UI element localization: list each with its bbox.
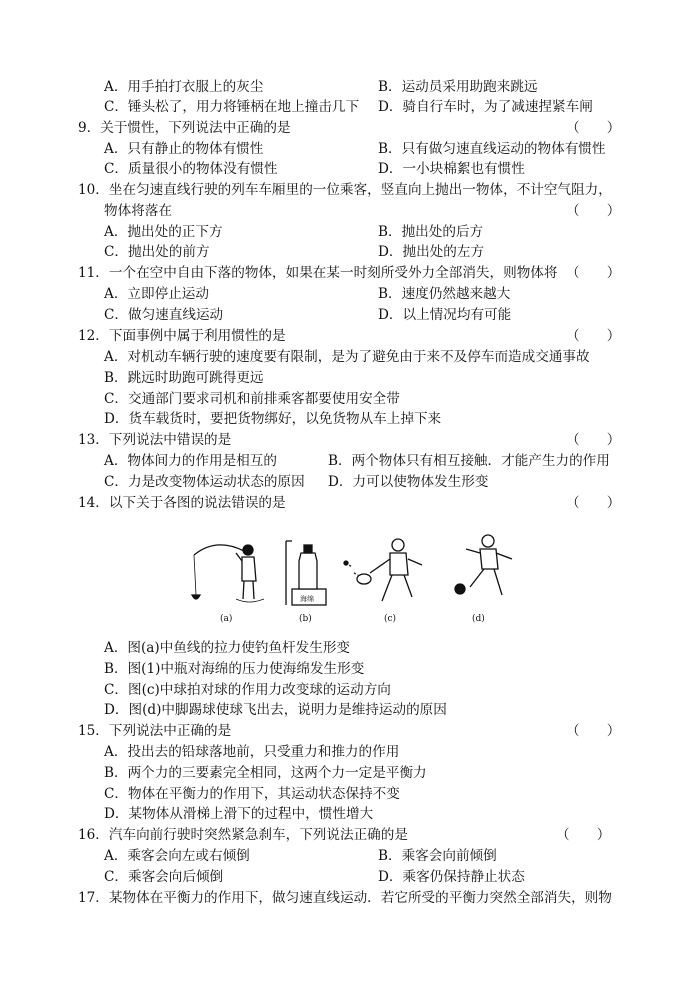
q16-answer-blank: （ ） <box>556 827 611 843</box>
figure-c-racket-player <box>344 539 422 601</box>
q8-option-d: D．骑自行车时，为了减速捏紧车闸 <box>378 99 593 115</box>
q10-option-b: B．抛出处的后方 <box>378 224 484 240</box>
q10-stem-line1: 10．坐在匀速直线行驶的列车车厢里的一位乘客，竖直向上抛出一物体，不计空气阻力， <box>78 182 612 198</box>
q10-option-a: A．抛出处的正下方 <box>104 224 223 240</box>
q9-stem: 9．关于惯性，下列说法中正确的是 <box>78 120 291 136</box>
q11-option-b: B．速度仍然越来越大 <box>378 286 511 302</box>
q9-option-b: B．只有做匀速直线运动的物体有惯性 <box>378 141 606 157</box>
q10-answer-blank: （ ） <box>566 203 621 219</box>
q13-option-c: C．力是改变物体运动状态的原因 <box>104 474 305 490</box>
figure-caption-b: (b) <box>299 614 312 624</box>
q11-option-a: A．立即停止运动 <box>104 286 209 302</box>
q12-option-a: A．对机动车辆行驶的速度要有限制，是为了避免由于来不及停车而造成交通事故 <box>104 349 590 365</box>
q9-option-c: C．质量很小的物体没有惯性 <box>104 161 278 177</box>
q16-stem: 16．汽车向前行驶时突然紧急刹车，下列说法正确的是 <box>78 827 408 843</box>
q15-stem: 15．下列说法中正确的是 <box>78 723 232 739</box>
q11-option-d: D．以上情况均有可能 <box>378 307 512 323</box>
q10-option-c: C．抛出处的前方 <box>104 244 210 260</box>
q8-option-a: A．用手拍打衣服上的灰尘 <box>104 79 264 95</box>
q14-stem: 14．以下关于各图的说法错误的是 <box>78 495 286 511</box>
q15-option-b: B．两个力的三要素完全相同，这两个力一定是平衡力 <box>104 765 427 781</box>
q9-option-a: A．只有静止的物体有惯性 <box>104 141 264 157</box>
q14-option-d: D．图(d)中脚踢球使球飞出去，说明力是维持运动的原因 <box>104 702 447 718</box>
q10-option-d: D．抛出处的左方 <box>378 244 485 260</box>
q17-stem: 17．某物体在平衡力的作用下，做匀速直线运动．若它所受的平衡力突然全部消失，则物 <box>78 890 612 906</box>
q9-option-d: D．一小块棉絮也有惯性 <box>378 161 525 177</box>
figure-a-fishing <box>192 545 264 602</box>
q16-option-d: D．乘客仍保持静止状态 <box>378 869 525 885</box>
figure-caption-c: (c) <box>384 614 397 624</box>
q14-option-a: A．图(a)中鱼线的拉力使钓鱼杆发生形变 <box>104 640 351 656</box>
figure-b-sponge-label: 海绵 <box>300 595 314 603</box>
q13-option-b: B．两个物体只有相互接触．才能产生力的作用 <box>328 453 610 469</box>
q13-option-d: D．力可以使物体发生形变 <box>328 474 489 490</box>
q14-figure <box>186 533 526 625</box>
q10-stem-line2: 物体将落在 <box>104 203 172 219</box>
figure-caption-d: (d) <box>472 614 485 624</box>
q11-stem: 11．一个在空中自由下落的物体，如果在某一时刻所受外力全部消失，则物体将 <box>78 265 558 281</box>
q13-option-a: A．物体间力的作用是相互的 <box>104 453 277 469</box>
q12-option-b: B．跳远时助跑可跳得更远 <box>104 370 264 386</box>
q15-option-c: C．物体在平衡力的作用下，其运动状态保持不变 <box>104 786 400 802</box>
q11-answer-blank: （ ） <box>566 265 621 281</box>
q9-answer-blank: （ ） <box>566 120 621 136</box>
q15-option-d: D．某物体从滑梯上滑下的过程中，惯性增大 <box>104 806 374 822</box>
q12-answer-blank: （ ） <box>566 328 621 344</box>
q16-option-c: C．乘客会向后倾倒 <box>104 869 224 885</box>
q8-option-b: B．运动员采用助跑来跳远 <box>378 79 538 95</box>
q15-option-a: A．投出去的铅球落地前，只受重力和推力的作用 <box>104 744 400 760</box>
q13-stem: 13．下列说法中错误的是 <box>78 432 232 448</box>
q12-option-d: D．货车载货时，要把货物绑好，以免货物从车上掉下来 <box>104 411 442 427</box>
q8-option-c: C．锤头松了，用力将锤柄在地上撞击几下 <box>104 99 360 115</box>
q16-option-b: B．乘客会向前倾倒 <box>378 848 497 864</box>
q13-answer-blank: （ ） <box>566 432 621 448</box>
q12-stem: 12．下面事例中属于利用惯性的是 <box>78 328 286 344</box>
q11-option-c: C．做匀速直线运动 <box>104 307 224 323</box>
q14-option-c: C．图(c)中球拍对球的作用力改变球的运动方向 <box>104 682 391 698</box>
q16-option-a: A．乘客会向左或右倾倒 <box>104 848 250 864</box>
q12-option-c: C．交通部门要求司机和前排乘客都要使用安全带 <box>104 391 400 407</box>
q14-option-b: B．图(1)中瓶对海绵的压力使海绵发生形变 <box>104 661 365 677</box>
q14-answer-blank: （ ） <box>566 495 621 511</box>
figure-caption-a: (a) <box>220 614 233 624</box>
figure-d-kicking-ball <box>455 535 512 595</box>
q15-answer-blank: （ ） <box>566 723 621 739</box>
